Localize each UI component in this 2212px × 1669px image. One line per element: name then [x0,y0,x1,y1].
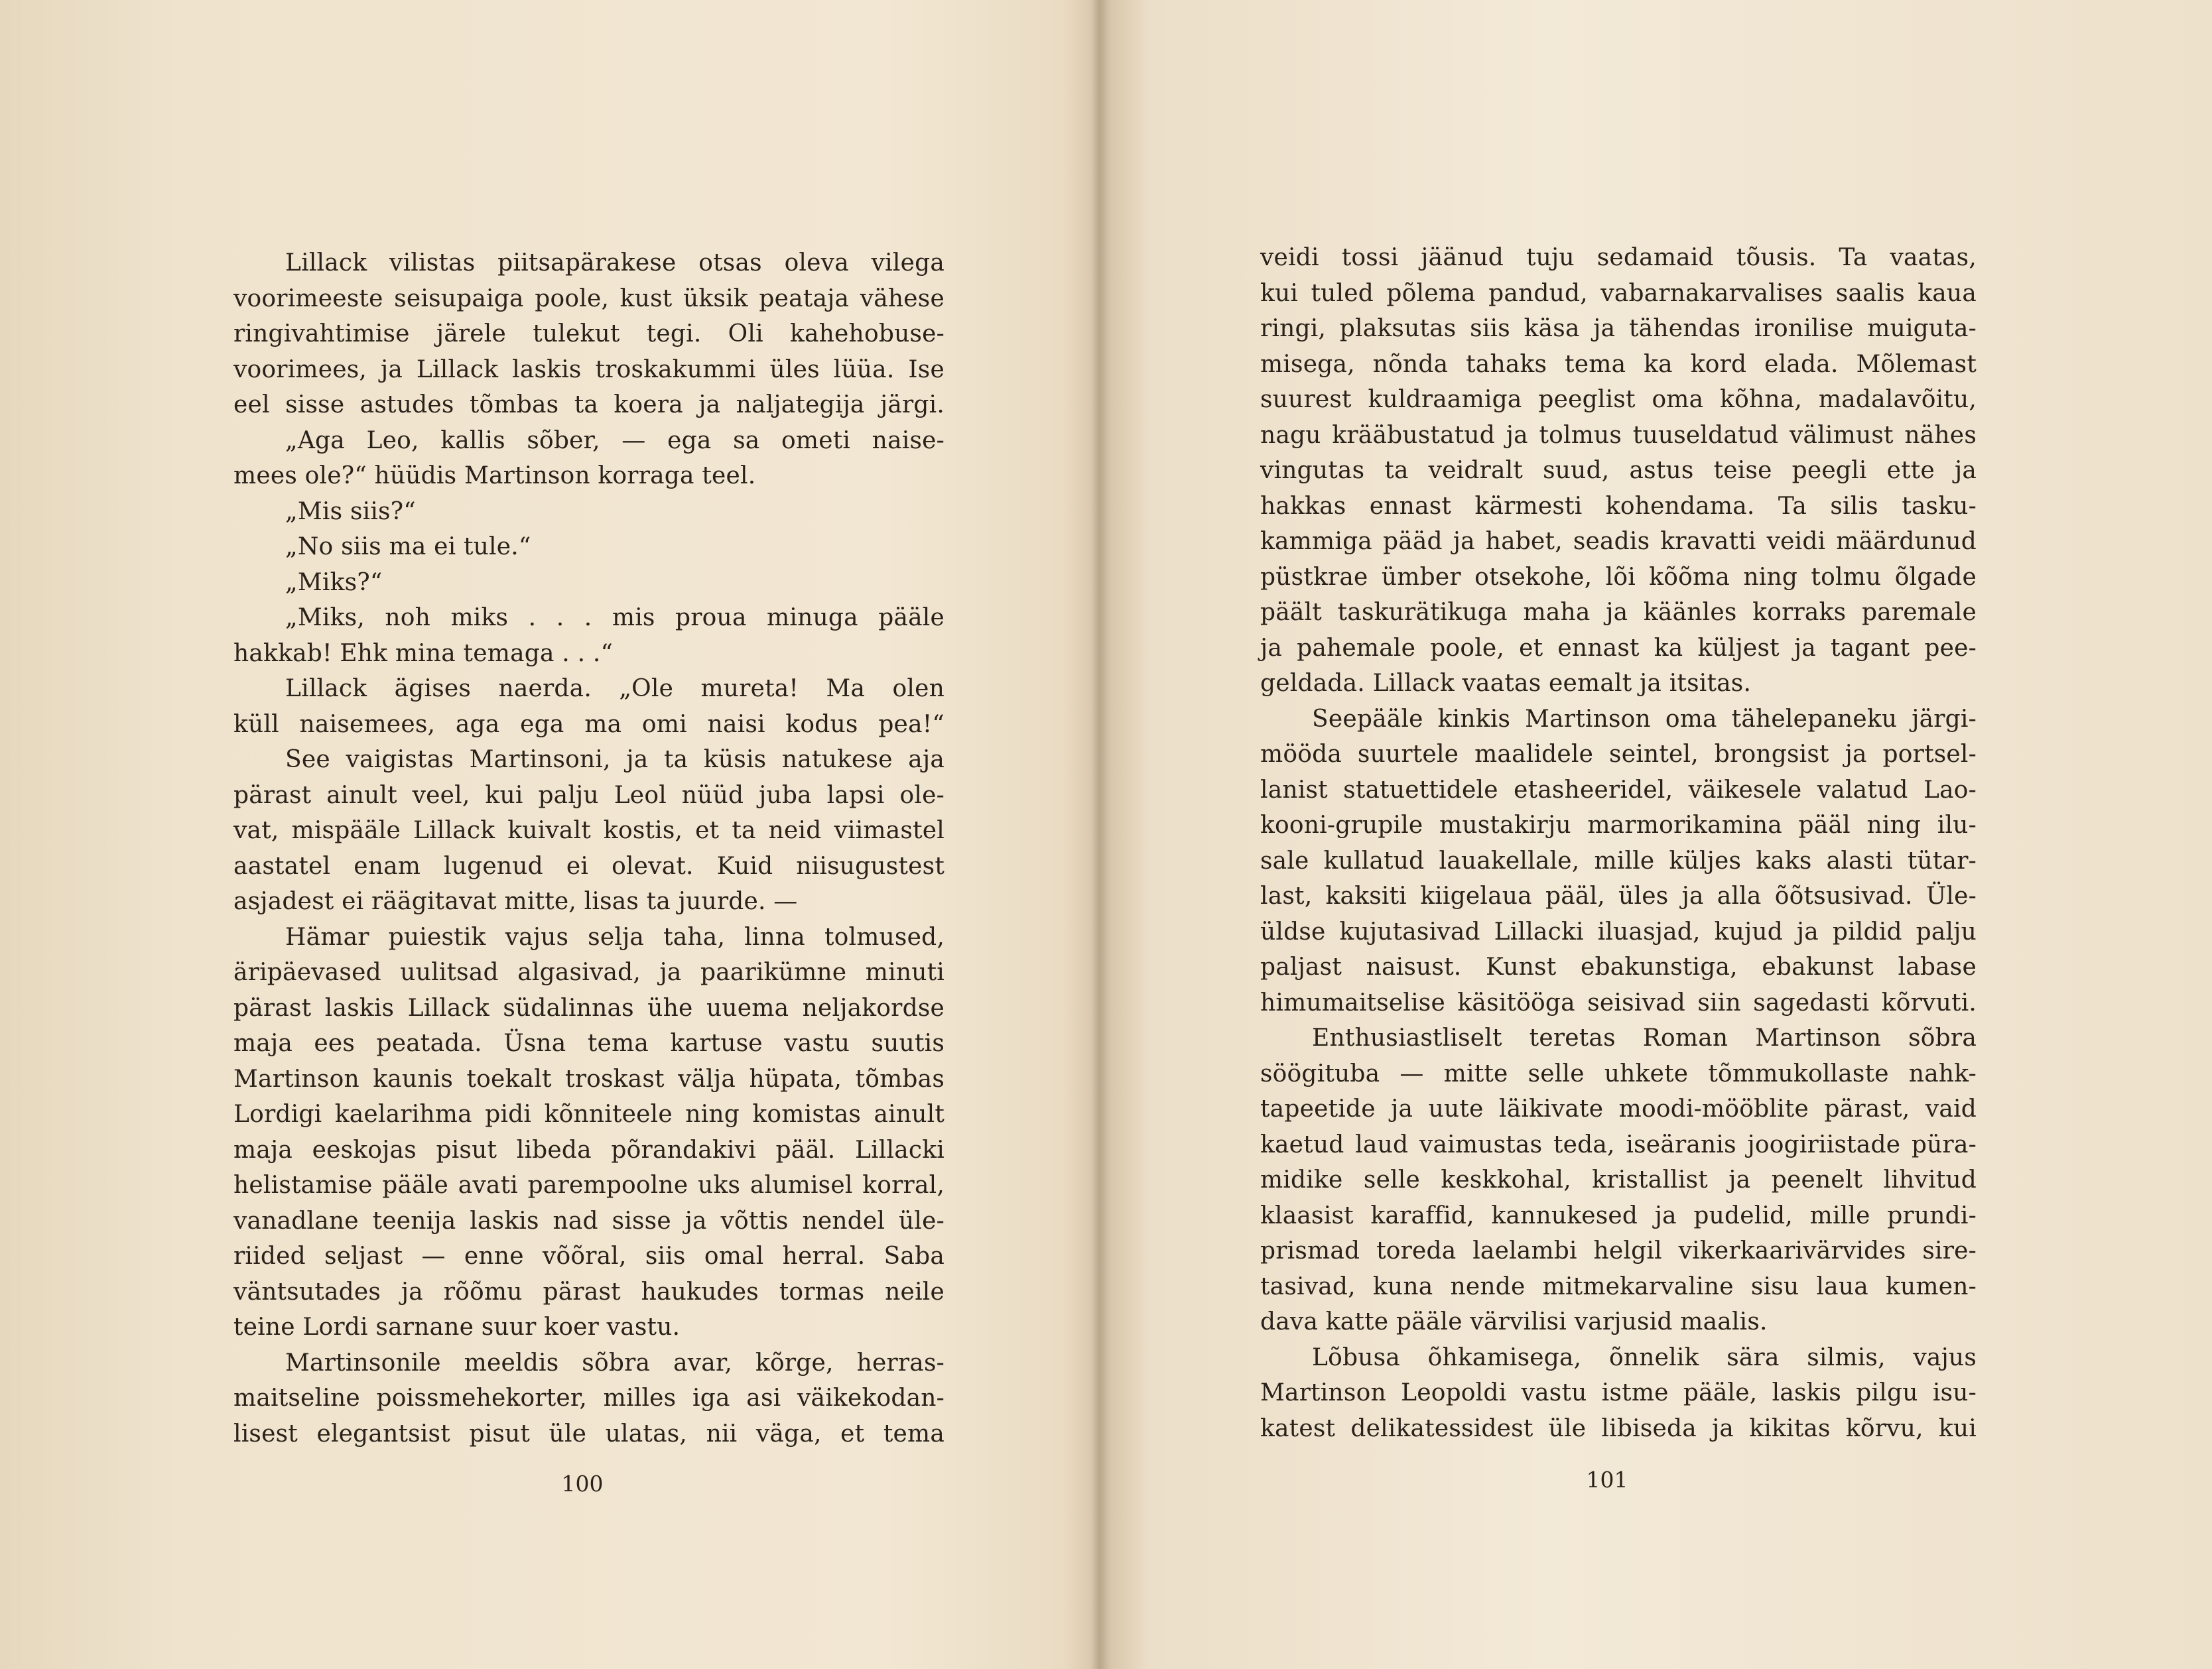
text-line: väntsutades ja rõõmu pärast haukudes tormas neile [233,1278,944,1306]
text-line: lanist statuettidele etasheeridel, väikesele valatud Lao- [1260,776,1977,804]
text-line: aastatel enam lugenud ei olevat. Kuid niisugustest [233,852,944,880]
text-line: Lillack vilistas piitsapärakese otsas oleva vilega [285,249,944,277]
text-line: maja ees peatada. Üsna tema kartuse vastu suutis [233,1030,944,1057]
text-line: vat, mispääle Lillack kuivalt kostis, et ta neid viimastel [233,817,944,844]
left-page-text [233,245,944,1452]
text-line: Lõbusa õhkamisega, õnnelik sära silmis, vajus [1312,1343,1977,1371]
text-line: söögituba — mitte selle uhkete tõmmukollaste nahk- [1260,1060,1977,1087]
text-line: maja eeskojas pisut libeda põrandakivi pääl. Lillacki [233,1136,944,1164]
text-line: pärast laskis Lillack südalinnas ühe uuema neljakordse [233,994,944,1022]
text-line: eel sisse astudes tõmbas ta koera ja naljategija järgi. [233,391,944,418]
text-line: veidi tossi jäänud tuju sedamaid tõusis. Ta vaatas, [1260,244,1977,271]
text-line: midike selle keskkohal, kristallist ja peenelt lihvitud [1260,1166,1977,1194]
text-line: ja pahemale poole, et ennast ka küljest ja tagant pee- [1260,634,1977,662]
text-line: püstkrae ümber otsekohe, lõi kõõma ning tolmu õlgade [1260,563,1977,591]
left-page-number: 100 [561,1471,604,1497]
text-line: tasivad, kuna nende mitmekarvaline sisu laua kumen- [1260,1272,1977,1300]
text-line: pärast ainult veel, kui palju Leol nüüd juba lapsi ole- [233,781,944,809]
text-line: mööda suurtele maalidele seintel, brongsist ja portsel- [1260,741,1977,768]
text-line: prismad toreda laelambi helgil vikerkaarivärvides sire- [1260,1237,1977,1265]
text-line: maitseline poissmehekorter, milles iga asi väikekodan- [233,1385,944,1412]
text-line: lisest elegantsist pisut üle ulatas, nii väga, et tema [233,1420,944,1448]
text-line: dava katte pääle värvilisi varjusid maalis. [1260,1308,1768,1335]
text-line: päält taskurätikuga maha ja käänles korraks paremale [1260,599,1977,626]
text-line: tapeetide ja uute läikivate moodi-mööblite pärast, vaid [1260,1095,1977,1123]
text-line: Enthusiastliselt teretas Roman Martinson sõbra [1312,1024,1977,1052]
text-line: küll naisemees, aga ega ma omi naisi kodus pea!“ [233,710,944,738]
text-line: asjadest ei räägitavat mitte, lisas ta juurde. — [233,888,798,915]
text-line: „No siis ma ei tule.“ [285,533,531,560]
right-page-text [1260,240,1977,1446]
text-line: kui tuled põlema pandud, vabarnakarvalises saalis kaua [1260,279,1977,307]
text-line: voorimees, ja Lillack laskis troskakummi üles lüüa. Ise [233,355,944,383]
text-line: mees ole?“ hüüdis Martinson korraga teel. [233,462,756,489]
text-line: See vaigistas Martinsoni, ja ta küsis natukese aja [285,746,944,773]
right-page [1101,0,2212,1669]
right-page-number: 101 [1586,1467,1628,1493]
text-line: nagu krääbustatud ja tolmus tuuseldatud välimust nähes [1260,421,1977,449]
text-line: kooni-grupile mustakirju marmorikamina pääl ning ilu- [1260,812,1977,839]
text-line: Martinsonile meeldis sõbra avar, kõrge, herras- [285,1349,944,1377]
left-page [0,0,1101,1669]
text-line: suurest kuldraamiga peeglist oma kõhna, madalavõitu, [1260,386,1977,413]
text-line: kammiga pääd ja habet, seadis kravatti veidi määrdunud [1260,528,1977,555]
text-line: „Aga Leo, kallis sõber, — ega sa ometi naise- [285,426,944,454]
text-line: üldse kujutasivad Lillacki iluasjad, kujud ja pildid palju [1260,918,1977,946]
text-line: voorimeeste seisupaiga poole, kust üksik peataja vähese [233,284,944,312]
text-line: sale kullatud lauakellale, mille küljes kaks alasti tütar- [1260,847,1977,875]
text-line: klaasist karaffid, kannukesed ja pudelid, mille prundi- [1260,1202,1977,1229]
text-line: „Mis siis?“ [285,497,416,525]
text-line: riided seljast — enne võõral, siis omal herral. Saba [233,1243,944,1270]
text-line: katest delikatessidest üle libiseda ja kikitas kõrvu, kui [1260,1414,1977,1442]
text-line: kaetud laud vaimustas teda, iseäranis joogiriistade püra- [1260,1131,1977,1158]
text-line: ringivahtimise järele tulekut tegi. Oli kahehobuse- [233,320,944,347]
text-line: misega, nõnda tahaks tema ka kord elada. Mõlemast [1260,350,1977,378]
text-line: äripäevased uulitsad algasivad, ja paarikümne minuti [233,959,944,986]
text-line: vingutas ta veidralt suud, astus teise peegli ette ja [1260,457,1977,484]
text-line: „Miks?“ [285,568,383,596]
text-line: vanadlane teenija laskis nad sisse ja võttis nendel üle- [233,1207,944,1235]
text-line: paljast naisust. Kunst ebakunstiga, ebakunst labase [1260,954,1977,981]
text-line: himumaitselise käsitööga seisivad siin sagedasti kõrvuti. [1260,989,1977,1017]
text-line: ringi, plaksutas siis käsa ja tähendas ironilise muiguta- [1260,315,1977,342]
text-line: hakkab! Ehk mina temaga . . .“ [233,639,614,667]
text-line: last, kaksiti kiigelaua pääl, üles ja alla õõtsusivad. Üle- [1260,883,1977,910]
text-line: Martinson kaunis toekalt troskast välja hüpata, tõmbas [233,1065,944,1093]
text-line: Martinson Leopoldi vastu istme pääle, laskis pilgu isu- [1260,1379,1977,1406]
text-line: Lordigi kaelarihma pidi kõnniteele ning komistas ainult [233,1101,944,1128]
text-line: hakkas ennast kärmesti kohendama. Ta silis tasku- [1260,492,1977,520]
text-line: teine Lordi sarnane suur koer vastu. [233,1314,681,1341]
text-line: Seepääle kinkis Martinson oma tähelepaneku järgi- [1312,705,1977,733]
text-line: Lillack ägises naerda. „Ole mureta! Ma olen [285,675,944,702]
text-line: „Miks, noh miks . . . mis proua minuga pääle [285,604,944,631]
text-line: helistamise pääle avati parempoolne uks alumisel korral, [233,1172,944,1199]
text-line: geldada. Lillack vaatas eemalt ja itsitas. [1260,670,1752,697]
text-line: Hämar puiestik vajus selja taha, linna tolmused, [285,923,944,951]
